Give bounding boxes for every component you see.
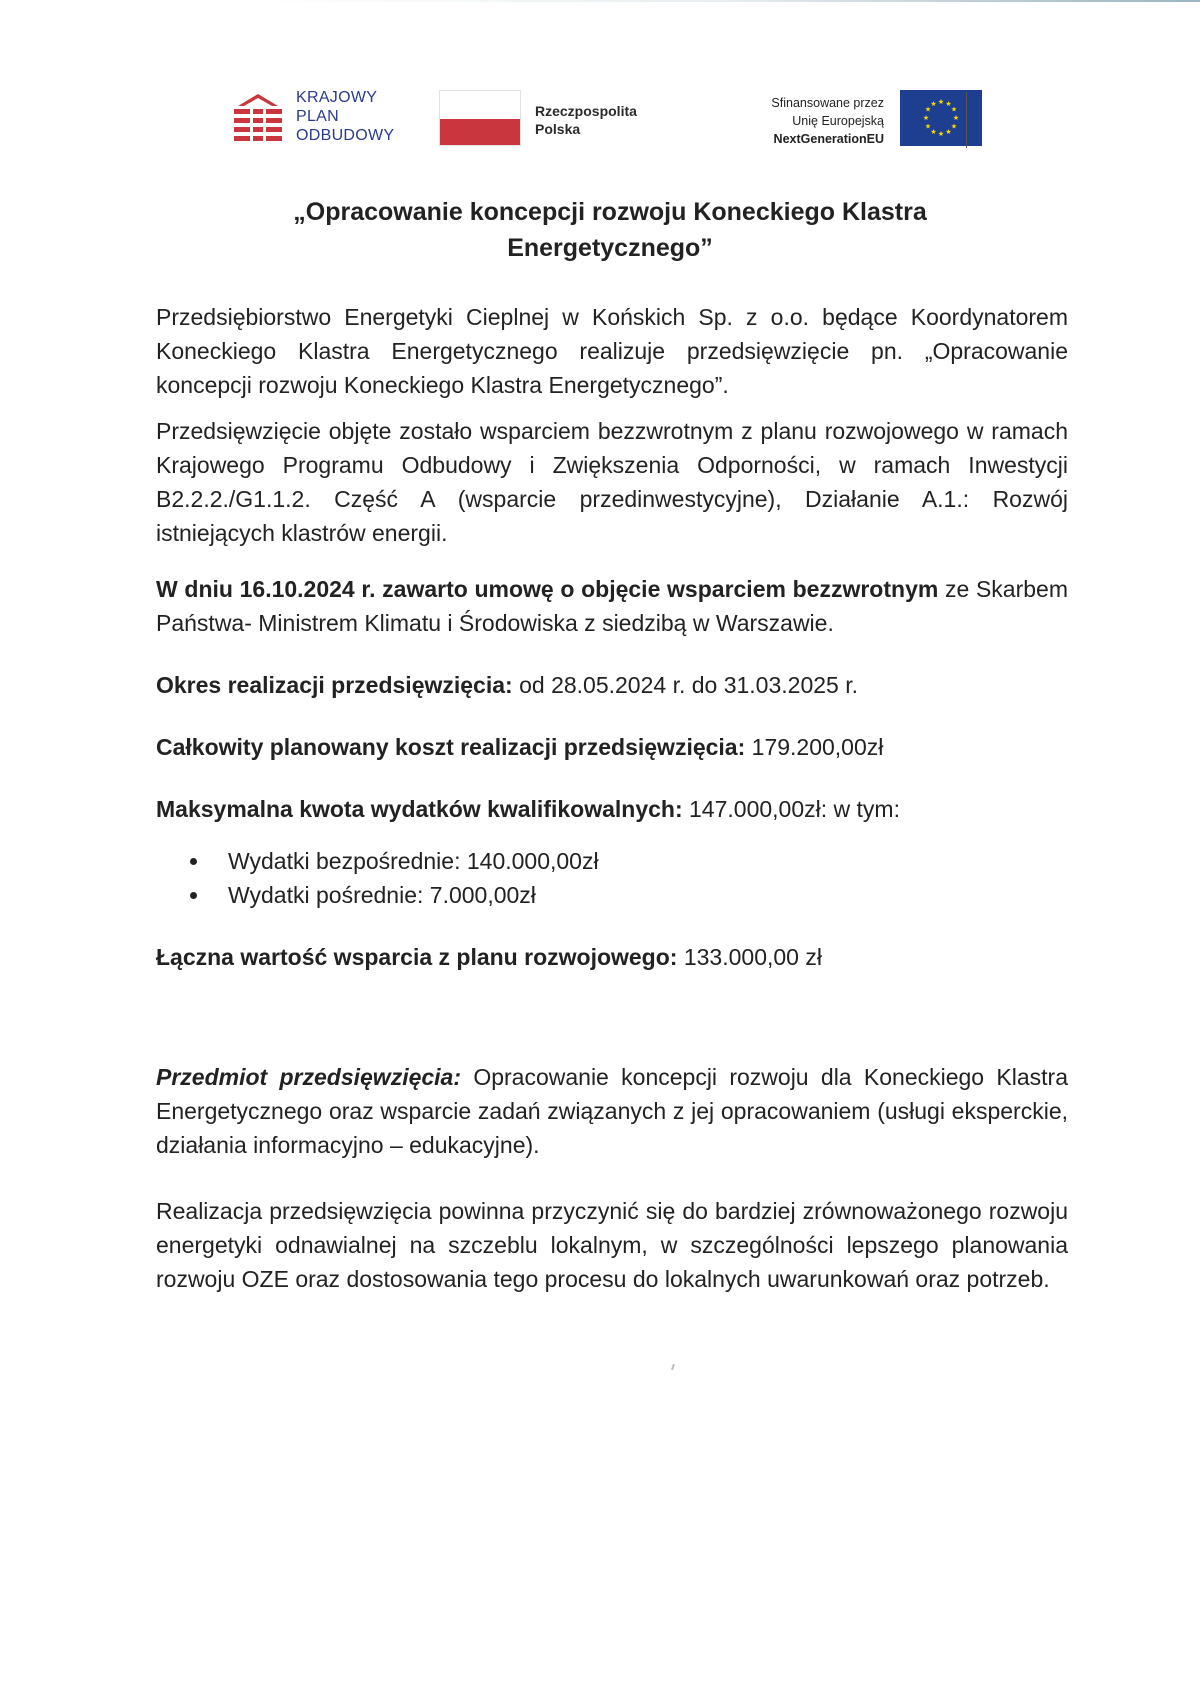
scan-speck [671,1364,675,1370]
svg-text:★: ★ [950,122,958,131]
paragraph-period [156,668,1068,702]
kpo-line-3: ODBUDOWY [296,127,395,144]
total-cost-label: Całkowity planowany koszt realizacji przedsięwzięcia: [156,734,746,760]
period-label: Okres realizacji przedsięwzięcia: [156,672,513,698]
svg-text:★: ★ [937,130,945,138]
bullet-icon [190,858,197,865]
subject-label: Przedmiot przedsięwzięcia: [156,1064,462,1090]
rp-line-2: Polska [535,121,581,137]
eu-line-3: NextGenerationEU [773,132,884,146]
bullet-icon [190,892,197,899]
svg-text:★: ★ [945,128,952,136]
logo-header [232,88,992,152]
header-separator-line [966,92,967,148]
list-item [156,878,1068,912]
eligible-expenses-label: Maksymalna kwota wydatków kwalifikowalnych: [156,796,683,822]
svg-text:★: ★ [930,128,937,136]
kpo-line-2: PLAN [296,108,339,125]
kpo-line-1: KRAJOWY [296,89,378,106]
title-line-2: Energetycznego” [507,234,713,262]
period-value: od 28.05.2024 r. do 31.03.2025 r. [512,672,858,698]
eu-flag-icon [900,90,982,146]
subject-text: Opracowanie koncepcji rozwoju dla Koneckiego Klastra Energetycznego oraz wsparcie zadań związanych z jej opracowaniem (usługi eksperckie, działania informacyjno – edukacyjne). [156,1064,1068,1158]
paragraph-subject [156,1060,1068,1162]
rp-logo-text [535,102,637,138]
expenses-list [156,844,1068,912]
eu-line-1: Sfinansowane przez [771,96,884,110]
eu-line-2: Unię Europejską [792,114,884,128]
paragraph-goal: Realizacja przedsięwzięcia powinna przyczynić się do bardziej zrównoważonego rozwoju energetyki odnawialnej na szczeblu lokalnym, w szczególności lepszego planowania rozwoju OZE oraz dostosowania tego procesu do lokalnych uwarunkowań oraz potrzeb. [156,1198,1068,1292]
document-title [150,194,1070,266]
paragraph-eligible-expenses [156,792,1068,826]
paragraph-intro: Przedsiębiorstwo Energetyki Cieplnej w Końskich Sp. z o.o. będące Koordynatorem Koneckiego Klastra Energetycznego realizuje przedsięwzięcie pn. „Opracowanie koncepcji rozwoju Koneckiego Klastra Energetycznego”. [156,304,1068,398]
agreement-party: ze Skarbem Państwa- Ministrem Klimatu i Środowiska z siedzibą w Warszawie. [156,576,1069,636]
support-value-amount: 133.000,00 zł [677,944,822,970]
kpo-logo [232,88,412,152]
paragraph-support: Przedsięwzięcie objęte zostało wsparciem bezzwrotnym z planu rozwojowego w ramach Krajowego Programu Odbudowy i Zwiększenia Odporności, w ramach Inwestycji B2.2.2./G1.1.2. Część A (wsparcie przedinwestycyjne), Działanie A.1.: Rozwój istniejących klastrów energii. [156,418,1068,546]
eu-logo-text [771,94,884,148]
rp-logo [439,90,659,150]
svg-text:★: ★ [937,98,945,106]
total-cost-value: 179.200,00zł [745,734,884,760]
svg-text:★: ★ [950,105,958,114]
list-item-text: Wydatki pośrednie: 7.000,00zł [228,882,536,908]
rp-line-1: Rzeczpospolita [535,103,637,119]
svg-text:★: ★ [930,100,937,108]
eu-logo [672,90,982,150]
paragraph-total-cost [156,730,1068,764]
paragraph-agreement [156,572,1068,640]
title-line-1: „Opracowanie koncepcji rozwoju Koneckiego Klastra [293,198,927,226]
list-item-text: Wydatki bezpośrednie: 140.000,00zł [228,848,599,874]
kpo-logo-text [296,88,394,145]
svg-text:★: ★ [924,105,932,114]
list-item [156,844,1068,878]
eligible-expenses-value: 147.000,00zł: w tym: [682,796,900,822]
scan-edge-line [0,0,1200,2]
agreement-date-bold: W dniu 16.10.2024 r. zawarto umowę o objęcie wsparciem bezzwrotnym [156,576,939,602]
polish-flag-icon [439,90,521,146]
svg-text:★: ★ [945,100,952,108]
document-body [156,300,1068,1296]
svg-text:★: ★ [924,122,932,131]
svg-text:★: ★ [922,114,930,122]
paragraph-support-value [156,940,1068,974]
kpo-logo-mark-icon [232,92,284,148]
support-value-label: Łączna wartość wsparcia z planu rozwojowego: [156,944,678,970]
svg-text:★: ★ [952,114,960,122]
